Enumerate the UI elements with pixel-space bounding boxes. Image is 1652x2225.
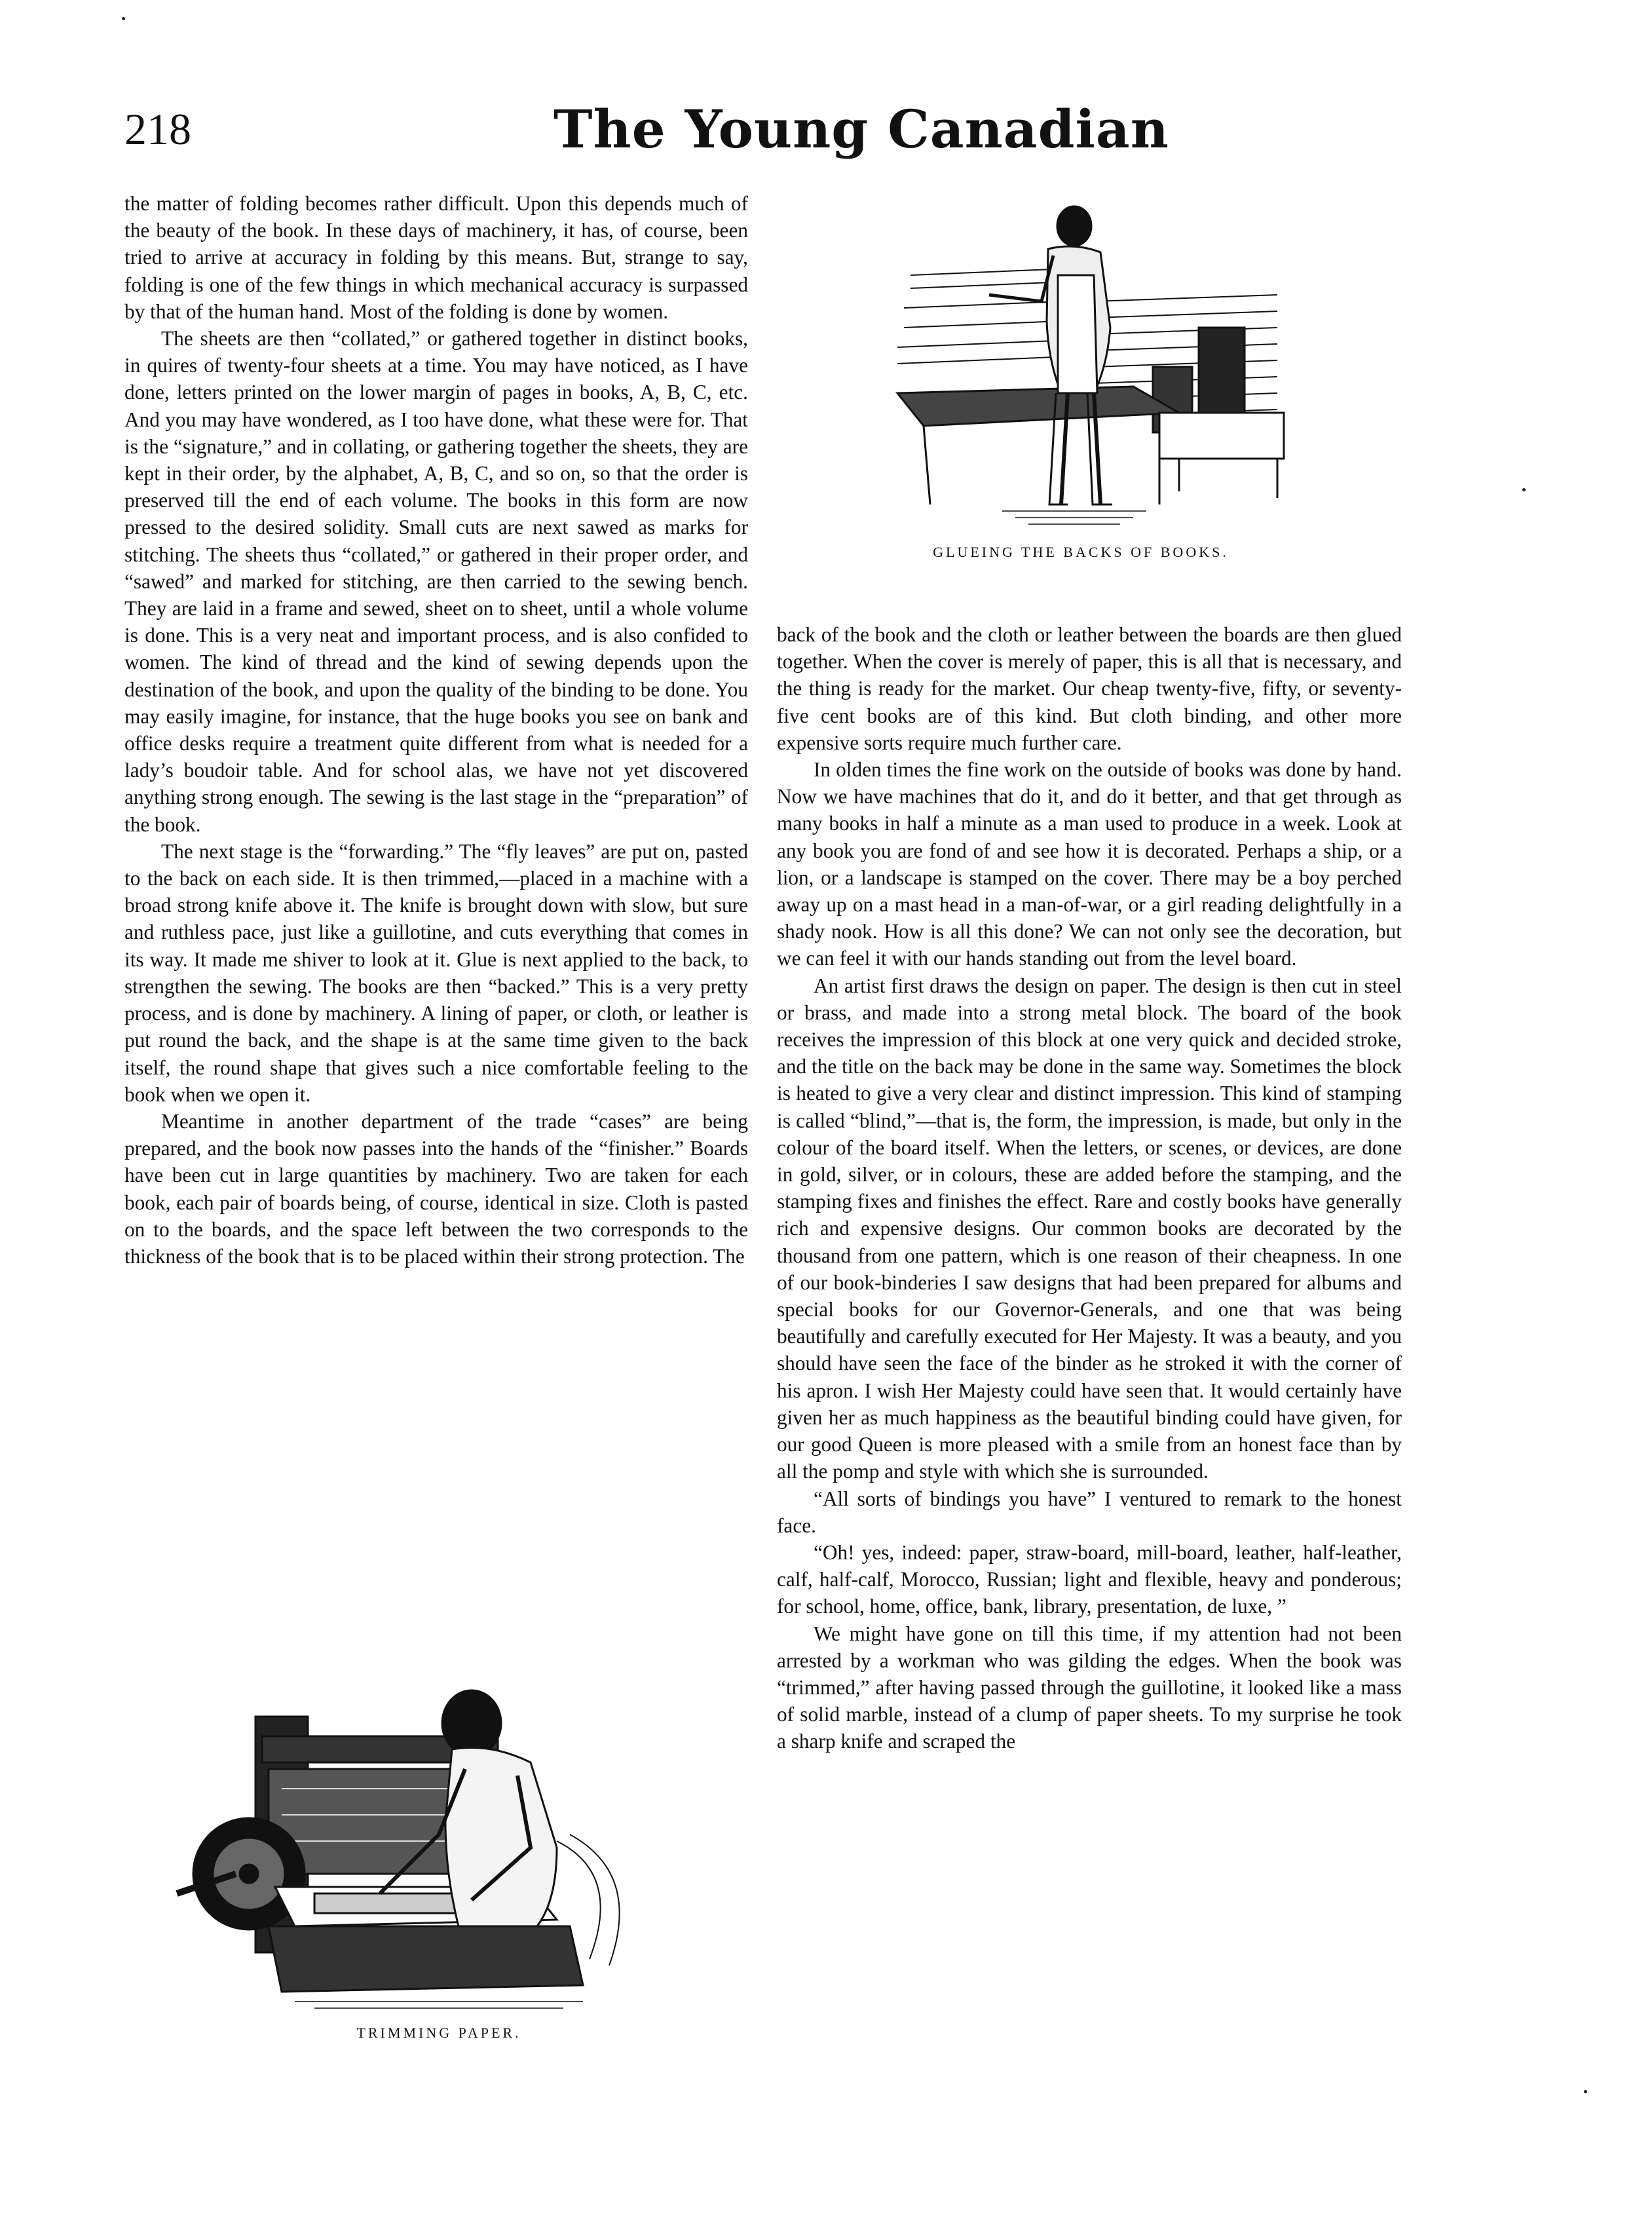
page-number: 218	[124, 104, 191, 154]
paragraph: In olden times the fine work on the outside of books was done by hand. Now we have machines that do it, and do it better, and that get through as many books in half a minute as a man used to produce in a week. Look at any book you are fond of and see how it is decorated. Perhaps a ship, or a lion, or a landscape is stamped on the cover. There may be a boy perched away up on a mast head in a man-of-war, or a girl reading delightfully in a shady nook. How is all this done? We can not only see the decoration, but we can feel it with our hands standing out from the level board.	[777, 758, 1402, 970]
journal-title: The Young Canadian	[554, 98, 1169, 160]
page-header	[124, 98, 1435, 177]
left-column	[124, 190, 748, 1270]
glueing-illustration	[871, 197, 1290, 570]
speck-top	[122, 17, 125, 20]
paragraph: We might have gone on till this time, if my attention had not been arrested by a workman who was gilding the edges. When the book was “trimmed,” after having passed through the guillotine, it looked like a mass of solid marble, instead of a clump of paper sheets. To my surprise he took a sharp knife and scraped the	[777, 1622, 1402, 1753]
trimming-illustration	[164, 1677, 714, 2044]
paragraph: “All sorts of bindings you have” I ventured to remark to the honest face.	[777, 1487, 1402, 1537]
speck-right-lower	[1584, 2090, 1587, 2093]
paragraph: An artist first draws the design on paper. The design is then cut in steel or brass, and made into a strong metal block. The board of the book receives the impression of this block at one very quick and decided stroke, and the title on the back may be done in the same way. Sometimes the block is heated to give a very clear and distinct impression. This kind of stamping is called “blind,”—that is, the form, the impression, is made, but only in the colour of the board itself. When the letters, or scenes, or devices, are done in gold, silver, or in colours, these are added before the stamping, and the stamping fixes and finishes the effect. Rare and costly books have generally rich and expensive designs. Our common books are decorated by the thousand from one pattern, which is one reason of their cheapness. In one of our book-binderies I saw designs that had been prepared for albums and special books for our Governor-Generals, and one that was being beautifully and carefully executed for Her Majesty. It was a beauty, and you should have seen the face of the binder as he stroked it with the corner of his apron. I wish Her Majesty could have seen that. It would certainly have given her as much happiness as the beautiful binding could have given, for our good Queen is more pleased with a smile from an honest face than by all the pomp and style with which she is surrounded.	[777, 974, 1402, 1483]
trimming-engraving	[164, 1677, 714, 2018]
glueing-engraving	[871, 197, 1290, 537]
paragraph: “Oh! yes, indeed: paper, straw-board, mill-board, leather, half-leather, calf, half-calf, Morocco, Russian; light and flexible, heavy and ponderous; for school, home, office, bank, library, presentation, de luxe, ”	[777, 1540, 1402, 1618]
paragraph: The sheets are then “collated,” or gathered together in distinct books, in quires of twenty-four sheets at a time. You may have noticed, as I have done, letters printed on the lower margin of pages in books, A, B, C, etc. And you may have wondered, as I too have done, what these were for. That is the “signature,” and in collating, or gathering together the sheets, they are kept in their order, by the alphabet, A, B, C, and so on, so that the order is preserved till the end of each volume. The books in this form are now pressed to the desired solidity. Small cuts are next sawed as marks for stitching. The sheets thus “collated,” or gathered in their proper order, and “sawed” and marked for stitching, are then carried to the sewing bench. They are laid in a frame and sewed, sheet on to sheet, until a whole volume is done. This is a very neat and important process, and is also confided to women. The kind of thread and the kind of sewing depends upon the destination of the book, and upon the quality of the binding to be done. You may easily imagine, for instance, that the huge books you see on bank and office desks require a treatment quite different from what is needed for a lady’s boudoir table. And for school alas, we have not yet discovered anything strong enough. The sewing is the last stage in the “preparation” of the book.	[124, 327, 748, 836]
paragraph: the matter of folding becomes rather difficult. Upon this depends much of the beauty of the book. In these days of machinery, it has, of course, been tried to arrive at accuracy in folding by this means. But, strange to say, folding is one of the few things in which mechanical accuracy is surpassed by that of the human hand. Most of the folding is done by women.	[124, 192, 748, 323]
trimming-caption: TRIMMING PAPER.	[356, 2025, 521, 2041]
paragraph: Meantime in another department of the trade “cases” are being prepared, and the book now passes into the hands of the “finisher.” Boards have been cut in large quantities by machinery. Two are taken for each book, each pair of boards being, of course, identical in size. Cloth is pasted on to the boards, and the space left between the two corresponds to the thickness of the book that is to be placed within their strong protection. The	[124, 1109, 748, 1268]
paragraph: The next stage is the “forwarding.” The “fly leaves” are put on, pasted to the back on each side. It is then trimmed,—placed in a machine with a broad strong knife above it. The knife is brought down with slow, but sure and ruthless pace, just like a guillotine, and cuts everything that comes in its way. It made me shiver to look at it. Glue is next applied to the back, to strengthen the sewing. The books are then “backed.” This is a very pretty process, and is done by machinery. A lining of paper, or cloth, or leather is put round the back, and the shape is at the same time given to the back itself, the round shape that gives such a nice comfortable feeling to the book when we open it.	[124, 839, 748, 1106]
speck-right	[1522, 488, 1526, 491]
right-column	[777, 621, 1402, 1755]
glueing-caption: GLUEING THE BACKS OF BOOKS.	[933, 544, 1229, 560]
paragraph: back of the book and the cloth or leather between the boards are then glued together. When the cover is merely of paper, this is all that is necessary, and the thing is ready for the market. Our cheap twenty-five, fifty, or seventy-five cent books are of this kind. But cloth binding, and other more expensive sorts require much further care.	[777, 623, 1402, 754]
